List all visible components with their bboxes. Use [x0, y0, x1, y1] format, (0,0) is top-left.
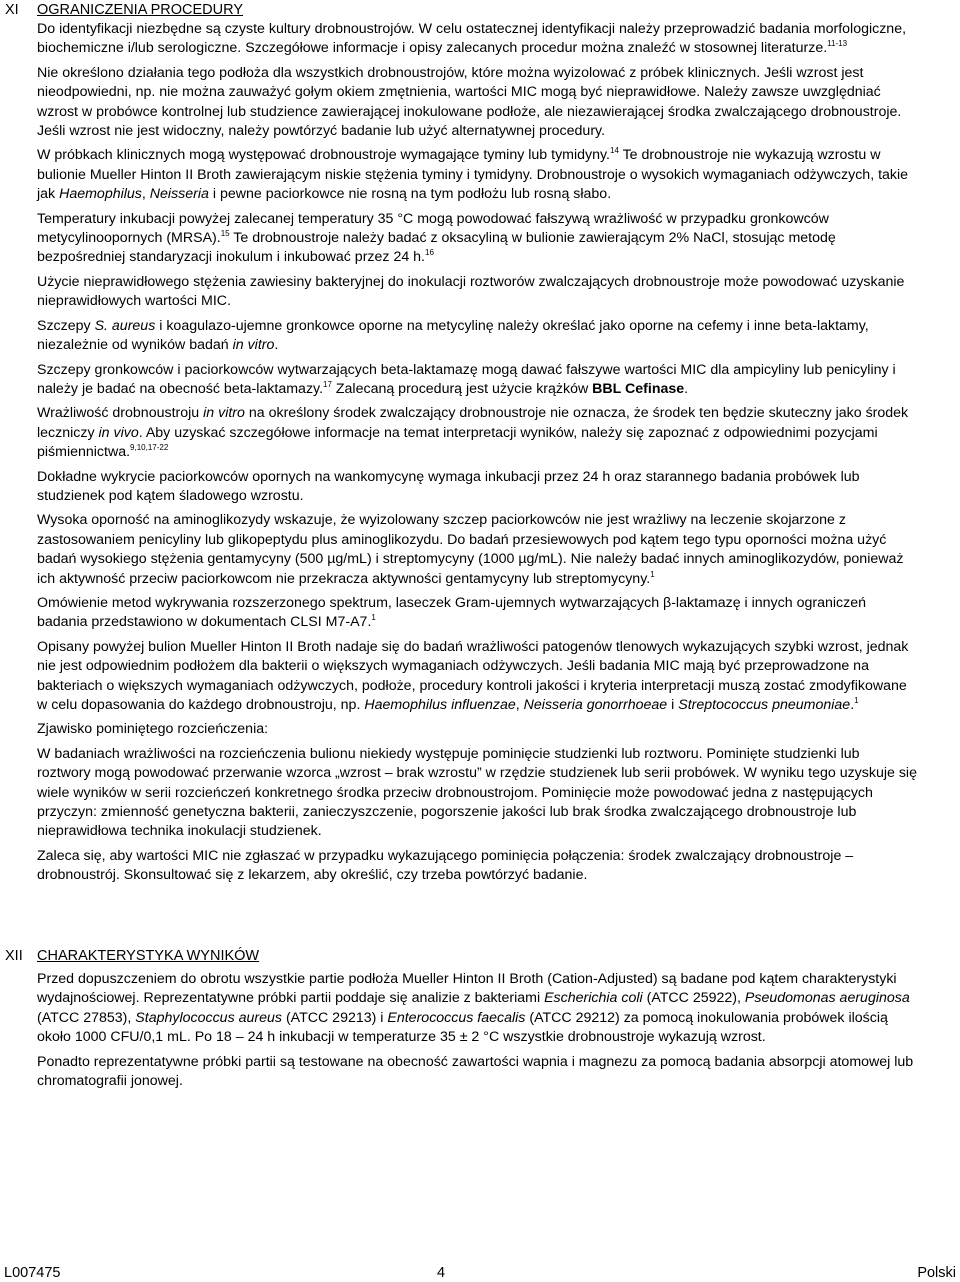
text-run: . Aby uzyskać szczegółowe informacje na temat interpretacji wyników, należy się zapoznać z odpowiednimi pozycjami piśmiennictwa. [37, 424, 878, 461]
text-run: Omówienie metod wykrywania rozszerzonego spektrum, laseczek Gram-ujemnych wytwarzających β-laktamazę i innych ograniczeń badania przedstawiono w dokumentach CLSI M7-A7. [37, 594, 866, 631]
paragraph [37, 20, 917, 59]
text-run: Przed dopuszczeniem do obrotu wszystkie partie podłoża Mueller Hinton II Broth (Cation-Adjusted) są badane pod kątem charakterystyki wydajnościowej. Reprezentatywne próbki partii poddaje się analizie z bakteriami [37, 971, 897, 1007]
paragraph [37, 361, 917, 400]
text-run: Opisany powyżej bulion Mueller Hinton II Broth nadaje się do badań wrażliwości patogenów tlenowych wykazujących szybki wzrost, jednak nie jest odpowiednim podłożem dla bakterii o większych wymaganiach odżywczych. Jeśli badania MIC mają być przeprowadzone na bakteriach o większych wymaganiach odżywczych, podłoże, procedury kontroli jakości i kryteria interpretacji muszą zostać zmodyfikowane w celu dopasowania do każdego drobnoustroju, np. [37, 638, 909, 713]
paragraph [37, 970, 917, 1048]
text-run: Wrażliwość drobnoustroju [37, 405, 204, 422]
text-run: Użycie nieprawidłowego stężenia zawiesiny bakteryjnej do inokulacji roztworów zwalczających drobnoustroje może powodować uzyskanie nieprawidłowych wartości MIC. [37, 273, 905, 310]
text-run: in vitro [203, 405, 245, 422]
text-run: S. aureus [94, 317, 156, 334]
text-run: Pseudomonas aeruginosa [744, 990, 910, 1007]
text-run: W badaniach wrażliwości na rozcieńczenia bulionu niekiedy występuje pominięcie studzienki lub roztworu. Pominięte studzienki lub roztwory mogą powodować przerwanie wzorca „wzrost – brak wzrostu” w rzędzie studzienek lub serii probówek. W wyniku tego uzyskuje się wiele wyników w serii rozcieńczeń konkretnego środka przeciw drobnoustrojom. Pominięcie może powodować jedna z następujących przyczyn: zmienność genetyczna bakterii, zanieczyszczenie, pogorszenie jakości lub brak środka zwalczającego drobnoustroje lub nieprawidłowa technika inokulacji studzienek. [37, 745, 917, 840]
text-run: , [515, 697, 524, 713]
language-label: Polski [917, 1265, 956, 1281]
paragraph [37, 638, 917, 716]
text-run: BBL Cefinase [592, 380, 685, 397]
text-run: Haemophilus influenzae [364, 697, 516, 713]
text-run: Wysoka oporność na aminoglikozydy wskazuje, że wyizolowany szczep paciorkowców nie jest wrażliwy na leczenie skojarzone z zastosowaniem penicyliny lub glikopeptydu plus aminoglikozydu. Do badań przesiewowych pod kątem tego typu oporności można użyć badań wysokiego stężenia gentamycyny (500 µg/mL) i streptomycyny (1000 µg/mL). Nie należy badać innych aminoglikozydów, ponieważ ich aktywność przeciw paciorkowcom nie przekracza aktywności gentamycyny lub streptomycyny. [37, 512, 904, 587]
text-run: i pewne paciorkowce nie rosną na tym podłożu lub rosną słabo. [208, 186, 612, 203]
text-run: Szczepy gronkowców i paciorkowców wytwarzających beta-laktamazę mogą dawać fałszywe wartości MIC dla ampicyliny lub penicyliny i należy je badać na obecność beta-laktamazy. [37, 361, 896, 397]
text-run: na określony środek zwalczający drobnoustroje nie oznacza, że środek ten będzie skuteczny jako środek leczniczy [37, 405, 909, 441]
text-run: Escherichia coli [544, 990, 643, 1007]
paragraph [37, 511, 917, 589]
text-run: Zalecaną procedurą jest użycie krążków [331, 380, 593, 397]
text-run: in vitro [232, 337, 275, 354]
text-run: . [684, 380, 689, 397]
reference-superscript: 17 [323, 379, 332, 389]
text-run: (ATCC 29212) za pomocą inokulowania probówek ilością około 1000 CFU/0,1 mL. Po 18 – 24 h inkubacji w temperaturze 35 ± 2 °C wszystkie drobnoustroje wykazują wzrost. [37, 1009, 888, 1046]
section-body [37, 970, 917, 1096]
section-number: XII [5, 948, 23, 964]
paragraph [37, 404, 917, 462]
text-run: i koagulazo-ujemne gronkowce oporne na metycylinę należy określać jako oporne na cefemy i inne beta-laktamy, niezależnie od wyników badań [37, 317, 869, 354]
text-run: Ponadto reprezentatywne próbki partii są testowane na obecność zawartości wapnia i magnezu za pomocą badania absorpcji atomowej lub chromatografii jonowej. [37, 1053, 914, 1090]
paragraph [37, 468, 917, 507]
text-run: Zjawisko pominiętego rozcieńczenia: [37, 721, 269, 738]
section-title: CHARAKTERYSTYKA WYNIKÓW [37, 948, 260, 964]
paragraph [37, 317, 917, 356]
section-number: XI [5, 2, 19, 18]
text-run: (ATCC 27853), [37, 1009, 136, 1026]
paragraph [37, 210, 917, 268]
reference-superscript: 14 [610, 146, 619, 156]
text-run: Te drobnoustroje należy badać z oksacyliną w bulionie zawierającym 2% NaCl, stosując metodę bezpośredniej standaryzacji inokulum i inkubować przez 24 h. [37, 230, 836, 266]
text-run: , [141, 186, 150, 203]
page-number: 4 [437, 1265, 446, 1281]
text-run: . [274, 337, 279, 354]
text-run: Zaleca się, aby wartości MIC nie zgłaszać w przypadku wykazującego pominięcia połączenia: środek zwalczający drobnoustroje – drobnoustrój. Skonsultować się z lekarzem, aby określić, czy trzeba powtórzyć badanie. [37, 847, 854, 884]
text-run: (ATCC 25922), [642, 990, 745, 1007]
document-code: L007475 [4, 1265, 61, 1281]
section-title: OGRANICZENIA PROCEDURY [37, 2, 243, 18]
text-run: Staphylococcus aureus [135, 1009, 282, 1026]
section-body [37, 20, 917, 891]
paragraph [37, 720, 917, 739]
text-run: Szczepy [37, 317, 95, 334]
text-run: i [667, 697, 679, 713]
text-run: Do identyfikacji niezbędne są czyste kultury drobnoustrojów. W celu ostatecznej identyfikacji należy przeprowadzić badania morfologiczne, biochemiczne i/lub serologiczne. Szczegółowe informacje i opisy zalecanych procedur można znaleźć w stosownej literaturze. [37, 21, 907, 57]
text-run: Neisseria [149, 186, 209, 203]
text-run: . [850, 697, 855, 713]
reference-superscript: 11-13 [827, 39, 848, 49]
paragraph [37, 847, 917, 886]
text-run: (ATCC 29213) i [282, 1009, 388, 1026]
text-run: Nie określono działania tego podłoża dla wszystkich drobnoustrojów, które można wyizolować z próbek klinicznych. Jeśli wzrost jest nieodpowiedni, np. nie można zauważyć gołym okiem zmętnienia, wartości MIC mogą być nieprawidłowe. Należy zawsze uwzględniać wzrost w probówce kontrolnej lub studzience zawierającej inokulowane podłoże, ale niezawierającej środka zwalczającego drobnoustroje. Jeśli wzrost nie jest widoczny, należy powtórzyć badanie lub użyć alternatywnej procedury. [37, 64, 902, 140]
text-run: in vivo [98, 424, 139, 441]
text-run: W próbkach klinicznych mogą występować drobnoustroje wymagające tyminy lub tymidyny. [37, 147, 610, 164]
text-run: Neisseria gonorrhoeae [523, 697, 668, 713]
text-run: Dokładne wykrycie paciorkowców opornych na wankomycynę wymaga inkubacji przez 24 h oraz starannego badania probówek lub studzienek pod kątem śladowego wzrostu. [37, 468, 860, 504]
text-run: Haemophilus [59, 186, 142, 203]
text-run: Enterococcus faecalis [387, 1009, 526, 1026]
paragraph [37, 594, 917, 633]
paragraph [37, 64, 917, 142]
reference-superscript: 1 [854, 696, 859, 705]
reference-superscript: 9,10,17-22 [130, 443, 169, 453]
paragraph [37, 1053, 917, 1092]
reference-superscript: 15 [220, 229, 230, 239]
text-run: Temperatury inkubacji powyżej zalecanej temperatury 35 °C mogą powodować fałszywą wrażliwość w przypadku gronkowców metycylinoopornych (MRSA). [37, 210, 829, 247]
reference-superscript: 16 [425, 248, 434, 258]
reference-superscript: 1 [650, 569, 655, 579]
reference-superscript: 1 [371, 613, 376, 623]
text-run: Te drobnoustroje nie wykazują wzrostu w bulionie Mueller Hinton II Broth zawierającym niskie stężenia tyminy i tymidyny. Drobnoustroje o wysokich wymaganiach odżywczych, takie jak [37, 147, 909, 203]
paragraph [37, 745, 917, 842]
paragraph [37, 146, 917, 204]
text-run: Streptococcus pneumoniae [678, 697, 851, 713]
paragraph [37, 273, 917, 312]
